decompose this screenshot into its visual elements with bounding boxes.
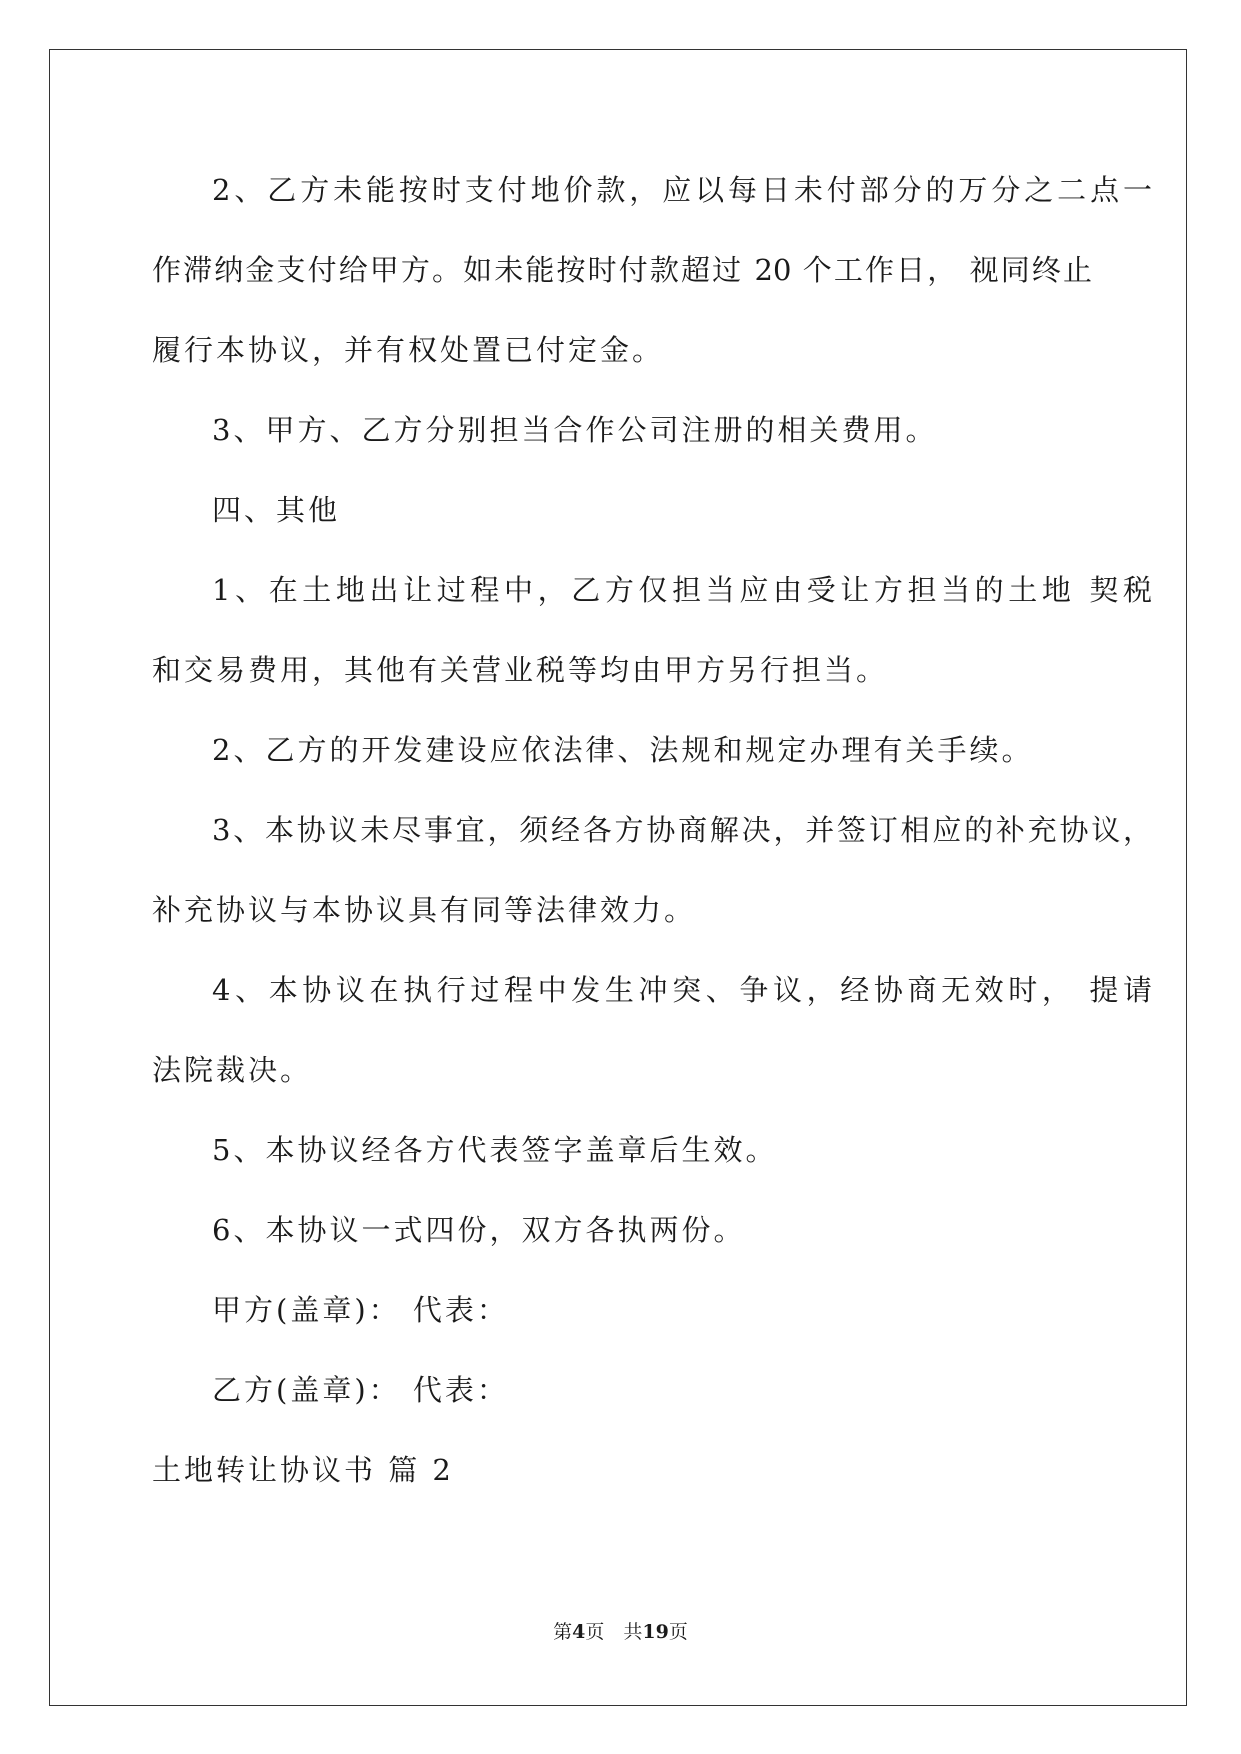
paragraph-line: 法院裁决。 <box>152 1053 313 1087</box>
paragraph-line: 作滞纳金支付给甲方。如未能按时付款超过 20 个工作日， 视同终止 <box>152 253 1092 287</box>
paragraph-line: 2、乙方的开发建设应依法律、法规和规定办理有关手续。 <box>212 733 1034 767</box>
total-pages-number: 19 <box>642 1621 669 1643</box>
paragraph-line: 6、本协议一式四份，双方各执两份。 <box>212 1213 746 1247</box>
paragraph-line: 5、本协议经各方代表签字盖章后生效。 <box>212 1133 778 1167</box>
signature-line-party-b: 乙方(盖章)： 代表： <box>212 1373 509 1407</box>
signature-line-party-a: 甲方(盖章)： 代表： <box>212 1293 509 1327</box>
footer-middle: 页 共 <box>585 1621 643 1643</box>
current-page-number: 4 <box>572 1621 586 1643</box>
footer-suffix: 页 <box>668 1621 688 1643</box>
paragraph-line: 4、本协议在执行过程中发生冲突、争议，经协商无效时， 提请 <box>212 973 1152 1007</box>
page-footer <box>0 1619 1241 1645</box>
paragraph-line: 履行本协议，并有权处置已付定金。 <box>152 333 665 367</box>
paragraph-line: 补充协议与本协议具有同等法律效力。 <box>152 893 697 927</box>
paragraph-line: 1、在土地出让过程中，乙方仅担当应由受让方担当的土地 契税 <box>212 573 1152 607</box>
footer-prefix: 第 <box>553 1621 573 1643</box>
paragraph-line: 2、乙方未能按时支付地价款，应以每日未付部分的万分之二点一 <box>212 173 1152 207</box>
paragraph-line: 和交易费用，其他有关营业税等均由甲方另行担当。 <box>152 653 889 687</box>
paragraph-line: 3、本协议未尽事宜，须经各方协商解决，并签订相应的补充协议， <box>212 813 1152 847</box>
section-heading: 四、其他 <box>212 493 341 527</box>
document-title: 土地转让协议书 篇 2 <box>152 1453 454 1487</box>
paragraph-line: 3、甲方、乙方分别担当合作公司注册的相关费用。 <box>212 413 938 447</box>
